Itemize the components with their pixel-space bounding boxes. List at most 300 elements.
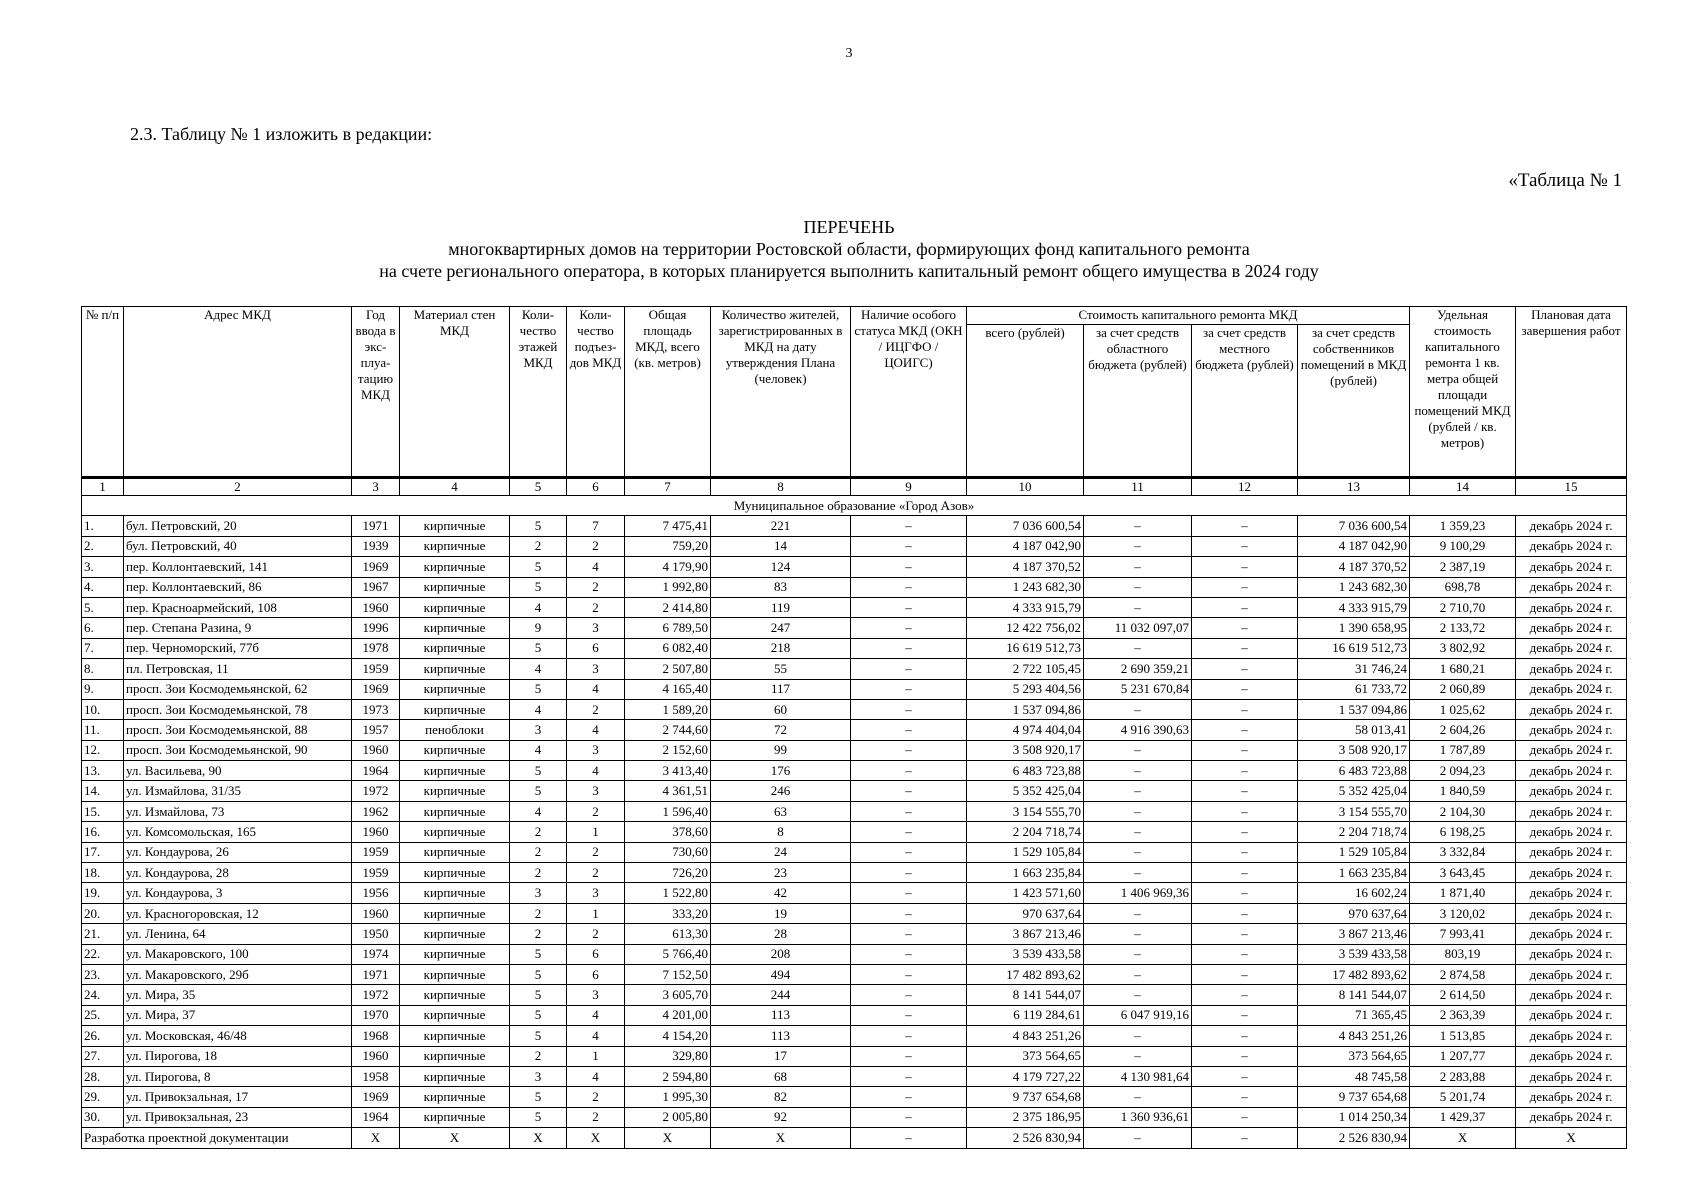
- row-date: декабрь 2024 г.: [1516, 659, 1627, 679]
- row-cost-local: –: [1192, 699, 1298, 719]
- row-area: 333,20: [625, 903, 711, 923]
- table-row: [82, 1087, 1627, 1107]
- row-status: –: [851, 699, 967, 719]
- row-material: кирпичные: [400, 740, 510, 760]
- table-row: [82, 801, 1627, 821]
- row-unit-cost: 1 680,21: [1410, 659, 1516, 679]
- row-residents: 99: [711, 740, 851, 760]
- row-number: 29.: [82, 1087, 124, 1107]
- row-floors: 5: [510, 985, 567, 1005]
- row-area: 4 361,51: [625, 781, 711, 801]
- header-year: Год ввода в экс-плуа-тацию МКД: [352, 307, 400, 478]
- row-cost-owners: 8 141 544,07: [1298, 985, 1410, 1005]
- row-cost-owners: 31 746,24: [1298, 659, 1410, 679]
- row-cost-regional: –: [1084, 740, 1192, 760]
- row-unit-cost: 3 120,02: [1410, 903, 1516, 923]
- row-status: –: [851, 964, 967, 984]
- row-cost-regional: 6 047 919,16: [1084, 1005, 1192, 1025]
- row-cost-owners: 6 483 723,88: [1298, 761, 1410, 781]
- row-cost-owners: 1 663 235,84: [1298, 863, 1410, 883]
- row-date: декабрь 2024 г.: [1516, 618, 1627, 638]
- row-status: –: [851, 924, 967, 944]
- row-cost-total: 3 154 555,70: [967, 801, 1084, 821]
- row-unit-cost: 1 359,23: [1410, 516, 1516, 536]
- row-cost-total: 3 867 213,46: [967, 924, 1084, 944]
- header-address: Адрес МКД: [124, 307, 352, 478]
- row-number: 20.: [82, 903, 124, 923]
- row-status: –: [851, 985, 967, 1005]
- table-row: [82, 883, 1627, 903]
- row-unit-cost: 2 387,19: [1410, 557, 1516, 577]
- row-unit-cost: 3 643,45: [1410, 863, 1516, 883]
- row-entrances: 2: [567, 924, 625, 944]
- row-status: –: [851, 597, 967, 617]
- row-address: просп. Зои Космодемьянской, 88: [124, 720, 352, 740]
- row-residents: 113: [711, 1026, 851, 1046]
- row-status: –: [851, 1005, 967, 1025]
- row-number: 24.: [82, 985, 124, 1005]
- row-entrances: 2: [567, 1087, 625, 1107]
- row-cost-regional: 5 231 670,84: [1084, 679, 1192, 699]
- row-year: 1960: [352, 1046, 400, 1066]
- row-cost-local: –: [1192, 618, 1298, 638]
- row-cost-local: –: [1192, 557, 1298, 577]
- row-year: 1970: [352, 1005, 400, 1025]
- row-area: 2 507,80: [625, 659, 711, 679]
- row-cost-total: 4 187 370,52: [967, 557, 1084, 577]
- row-residents: 221: [711, 516, 851, 536]
- row-number: 10.: [82, 699, 124, 719]
- row-status: –: [851, 618, 967, 638]
- row-status: –: [851, 557, 967, 577]
- row-floors: 5: [510, 557, 567, 577]
- row-year: 1959: [352, 863, 400, 883]
- row-date: декабрь 2024 г.: [1516, 944, 1627, 964]
- row-entrances: 4: [567, 1066, 625, 1086]
- column-number: 7: [625, 478, 711, 496]
- row-cost-total: 16 619 512,73: [967, 638, 1084, 658]
- row-entrances: 2: [567, 801, 625, 821]
- row-area: 1 589,20: [625, 699, 711, 719]
- row-year: 1964: [352, 1107, 400, 1127]
- row-cost-regional: 2 690 359,21: [1084, 659, 1192, 679]
- row-status: –: [851, 944, 967, 964]
- row-unit-cost: 2 060,89: [1410, 679, 1516, 699]
- row-material: кирпичные: [400, 1107, 510, 1127]
- row-year: 1962: [352, 801, 400, 821]
- row-unit-cost: 2 604,26: [1410, 720, 1516, 740]
- row-cost-local: –: [1192, 577, 1298, 597]
- column-number: 15: [1516, 478, 1627, 496]
- row-cost-regional: –: [1084, 1087, 1192, 1107]
- table-row: [82, 903, 1627, 923]
- row-number: 22.: [82, 944, 124, 964]
- table-row: [82, 1066, 1627, 1086]
- row-cost-total: 1 243 682,30: [967, 577, 1084, 597]
- row-cost-regional: –: [1084, 801, 1192, 821]
- row-area: 1 992,80: [625, 577, 711, 597]
- row-year: 1969: [352, 679, 400, 699]
- row-cost-owners: 970 637,64: [1298, 903, 1410, 923]
- row-area: 726,20: [625, 863, 711, 883]
- row-address: просп. Зои Космодемьянской, 62: [124, 679, 352, 699]
- row-year: 1971: [352, 964, 400, 984]
- row-floors: 5: [510, 761, 567, 781]
- table-row: [82, 557, 1627, 577]
- row-unit-cost: 698,78: [1410, 577, 1516, 597]
- row-cost-regional: –: [1084, 1046, 1192, 1066]
- row-entrances: 2: [567, 863, 625, 883]
- row-cost-regional: –: [1084, 638, 1192, 658]
- row-cost-regional: 1 406 969,36: [1084, 883, 1192, 903]
- row-cost-local: –: [1192, 740, 1298, 760]
- row-unit-cost: 2 094,23: [1410, 761, 1516, 781]
- row-unit-cost: 1 787,89: [1410, 740, 1516, 760]
- row-cost-total: 17 482 893,62: [967, 964, 1084, 984]
- row-entrances: 1: [567, 1046, 625, 1066]
- row-year: 1960: [352, 597, 400, 617]
- row-year: 1957: [352, 720, 400, 740]
- row-number: 27.: [82, 1046, 124, 1066]
- column-number: 8: [711, 478, 851, 496]
- row-material: кирпичные: [400, 863, 510, 883]
- row-status: –: [851, 1066, 967, 1086]
- row-material: кирпичные: [400, 557, 510, 577]
- row-year: 1971: [352, 516, 400, 536]
- row-address: ул. Мира, 35: [124, 985, 352, 1005]
- row-year: 1959: [352, 842, 400, 862]
- row-cost-total: 3 539 433,58: [967, 944, 1084, 964]
- row-status: –: [851, 883, 967, 903]
- row-status: –: [851, 516, 967, 536]
- row-unit-cost: 1 025,62: [1410, 699, 1516, 719]
- row-address: ул. Кондаурова, 26: [124, 842, 352, 862]
- table-row: [82, 1005, 1627, 1025]
- table-row: [82, 781, 1627, 801]
- row-number: 14.: [82, 781, 124, 801]
- row-material: кирпичные: [400, 761, 510, 781]
- row-floors: 4: [510, 740, 567, 760]
- row-cost-local: –: [1192, 1046, 1298, 1066]
- header-material: Материал стен МКД: [400, 307, 510, 478]
- row-date: декабрь 2024 г.: [1516, 1107, 1627, 1127]
- row-date: декабрь 2024 г.: [1516, 1087, 1627, 1107]
- row-floors: 5: [510, 1107, 567, 1127]
- row-year: 1996: [352, 618, 400, 638]
- row-entrances: 3: [567, 781, 625, 801]
- row-area: 7 152,50: [625, 964, 711, 984]
- row-date: декабрь 2024 г.: [1516, 883, 1627, 903]
- row-area: 1 596,40: [625, 801, 711, 821]
- row-date: декабрь 2024 г.: [1516, 822, 1627, 842]
- row-area: 6 082,40: [625, 638, 711, 658]
- design-docs-status: –: [851, 1128, 967, 1148]
- row-material: кирпичные: [400, 801, 510, 821]
- row-address: пер. Коллонтаевский, 86: [124, 577, 352, 597]
- row-floors: 5: [510, 1026, 567, 1046]
- row-area: 1 995,30: [625, 1087, 711, 1107]
- row-address: ул. Привокзальная, 17: [124, 1087, 352, 1107]
- row-cost-regional: 4 916 390,63: [1084, 720, 1192, 740]
- row-floors: 2: [510, 536, 567, 556]
- row-unit-cost: 3 332,84: [1410, 842, 1516, 862]
- row-cost-local: –: [1192, 1066, 1298, 1086]
- row-cost-regional: –: [1084, 699, 1192, 719]
- row-residents: 218: [711, 638, 851, 658]
- row-year: 1972: [352, 985, 400, 1005]
- row-entrances: 3: [567, 659, 625, 679]
- row-unit-cost: 1 840,59: [1410, 781, 1516, 801]
- row-address: просп. Зои Космодемьянской, 78: [124, 699, 352, 719]
- row-unit-cost: 2 874,58: [1410, 964, 1516, 984]
- title-line-2: многоквартирных домов на территории Ростовской области, формирующих фонд капитального ремонта: [448, 239, 1250, 259]
- design-docs-area: X: [625, 1128, 711, 1148]
- row-cost-total: 2 204 718,74: [967, 822, 1084, 842]
- row-address: ул. Пирогова, 8: [124, 1066, 352, 1086]
- row-cost-local: –: [1192, 944, 1298, 964]
- row-floors: 9: [510, 618, 567, 638]
- row-cost-total: 1 529 105,84: [967, 842, 1084, 862]
- row-material: кирпичные: [400, 699, 510, 719]
- row-material: кирпичные: [400, 1026, 510, 1046]
- row-cost-regional: –: [1084, 1026, 1192, 1046]
- row-cost-owners: 9 737 654,68: [1298, 1087, 1410, 1107]
- row-number: 11.: [82, 720, 124, 740]
- row-number: 8.: [82, 659, 124, 679]
- row-material: кирпичные: [400, 659, 510, 679]
- row-cost-owners: 4 187 370,52: [1298, 557, 1410, 577]
- row-year: 1967: [352, 577, 400, 597]
- row-area: 4 154,20: [625, 1026, 711, 1046]
- row-address: пер. Красноармейский, 108: [124, 597, 352, 617]
- row-cost-owners: 4 843 251,26: [1298, 1026, 1410, 1046]
- row-cost-regional: –: [1084, 822, 1192, 842]
- row-year: 1972: [352, 781, 400, 801]
- row-entrances: 1: [567, 903, 625, 923]
- row-cost-owners: 48 745,58: [1298, 1066, 1410, 1086]
- row-address: ул. Измайлова, 73: [124, 801, 352, 821]
- row-floors: 4: [510, 659, 567, 679]
- row-date: декабрь 2024 г.: [1516, 903, 1627, 923]
- header-unit-cost: Удельная стоимость капитального ремонта 1 кв. метра общей площади помещений МКД (рублей / кв. метров): [1410, 307, 1516, 478]
- row-address: ул. Ленина, 64: [124, 924, 352, 944]
- houses-table: [81, 306, 1627, 1149]
- row-address: ул. Васильева, 90: [124, 761, 352, 781]
- column-number: 1: [82, 478, 124, 496]
- row-date: декабрь 2024 г.: [1516, 597, 1627, 617]
- row-number: 26.: [82, 1026, 124, 1046]
- row-cost-total: 5 293 404,56: [967, 679, 1084, 699]
- row-residents: 244: [711, 985, 851, 1005]
- table-row: [82, 924, 1627, 944]
- row-material: кирпичные: [400, 842, 510, 862]
- row-residents: 23: [711, 863, 851, 883]
- column-number: 10: [967, 478, 1084, 496]
- row-cost-local: –: [1192, 761, 1298, 781]
- row-floors: 4: [510, 699, 567, 719]
- row-status: –: [851, 781, 967, 801]
- row-cost-regional: –: [1084, 863, 1192, 883]
- row-residents: 55: [711, 659, 851, 679]
- column-number: 13: [1298, 478, 1410, 496]
- row-entrances: 6: [567, 964, 625, 984]
- row-cost-local: –: [1192, 1005, 1298, 1025]
- row-cost-local: –: [1192, 801, 1298, 821]
- row-material: кирпичные: [400, 679, 510, 699]
- row-address: пер. Черноморский, 77б: [124, 638, 352, 658]
- row-unit-cost: 2 363,39: [1410, 1005, 1516, 1025]
- row-entrances: 6: [567, 944, 625, 964]
- design-docs-entrances: X: [567, 1128, 625, 1148]
- design-docs-material: X: [400, 1128, 510, 1148]
- row-date: декабрь 2024 г.: [1516, 699, 1627, 719]
- row-address: ул. Кондаурова, 28: [124, 863, 352, 883]
- row-status: –: [851, 801, 967, 821]
- row-cost-total: 373 564,65: [967, 1046, 1084, 1066]
- row-number: 16.: [82, 822, 124, 842]
- row-area: 4 179,90: [625, 557, 711, 577]
- row-status: –: [851, 740, 967, 760]
- row-address: просп. Зои Космодемьянской, 90: [124, 740, 352, 760]
- column-number: 11: [1084, 478, 1192, 496]
- row-date: декабрь 2024 г.: [1516, 577, 1627, 597]
- row-material: кирпичные: [400, 924, 510, 944]
- row-number: 4.: [82, 577, 124, 597]
- row-material: кирпичные: [400, 1066, 510, 1086]
- row-unit-cost: 803,19: [1410, 944, 1516, 964]
- row-cost-local: –: [1192, 903, 1298, 923]
- row-unit-cost: 9 100,29: [1410, 536, 1516, 556]
- row-residents: 83: [711, 577, 851, 597]
- row-cost-local: –: [1192, 516, 1298, 536]
- table-row: [82, 577, 1627, 597]
- table-row: [82, 1046, 1627, 1066]
- design-docs-floors: X: [510, 1128, 567, 1148]
- row-year: 1969: [352, 1087, 400, 1107]
- row-address: ул. Комсомольская, 165: [124, 822, 352, 842]
- row-date: декабрь 2024 г.: [1516, 801, 1627, 821]
- design-docs-owners: 2 526 830,94: [1298, 1128, 1410, 1148]
- row-cost-total: 4 179 727,22: [967, 1066, 1084, 1086]
- row-area: 613,30: [625, 924, 711, 944]
- row-date: декабрь 2024 г.: [1516, 924, 1627, 944]
- row-area: 329,80: [625, 1046, 711, 1066]
- table-row: [82, 597, 1627, 617]
- design-docs-row: [82, 1128, 1627, 1148]
- row-date: декабрь 2024 г.: [1516, 1046, 1627, 1066]
- row-date: декабрь 2024 г.: [1516, 638, 1627, 658]
- column-number: 6: [567, 478, 625, 496]
- row-entrances: 2: [567, 842, 625, 862]
- row-cost-owners: 5 352 425,04: [1298, 781, 1410, 801]
- row-address: ул. Кондаурова, 3: [124, 883, 352, 903]
- column-number: 9: [851, 478, 967, 496]
- row-status: –: [851, 1026, 967, 1046]
- row-number: 19.: [82, 883, 124, 903]
- row-material: кирпичные: [400, 638, 510, 658]
- row-material: кирпичные: [400, 597, 510, 617]
- column-number: 2: [124, 478, 352, 496]
- table-row: [82, 699, 1627, 719]
- row-material: пеноблоки: [400, 720, 510, 740]
- row-cost-total: 2 722 105,45: [967, 659, 1084, 679]
- row-cost-regional: 1 360 936,61: [1084, 1107, 1192, 1127]
- row-cost-owners: 1 014 250,34: [1298, 1107, 1410, 1127]
- row-year: 1969: [352, 557, 400, 577]
- row-year: 1960: [352, 903, 400, 923]
- row-cost-owners: 3 867 213,46: [1298, 924, 1410, 944]
- header-cost-owners: за счет средств собственников помещений в МКД (рублей): [1298, 325, 1410, 478]
- table-row: [82, 761, 1627, 781]
- row-entrances: 3: [567, 883, 625, 903]
- row-cost-owners: 1 390 658,95: [1298, 618, 1410, 638]
- row-status: –: [851, 761, 967, 781]
- row-cost-regional: –: [1084, 577, 1192, 597]
- row-date: декабрь 2024 г.: [1516, 1005, 1627, 1025]
- row-date: декабрь 2024 г.: [1516, 863, 1627, 883]
- row-material: кирпичные: [400, 1005, 510, 1025]
- row-area: 6 789,50: [625, 618, 711, 638]
- table-row: [82, 618, 1627, 638]
- row-floors: 2: [510, 842, 567, 862]
- row-floors: 5: [510, 964, 567, 984]
- row-address: ул. Макаровского, 29б: [124, 964, 352, 984]
- row-address: ул. Красногоровская, 12: [124, 903, 352, 923]
- table-row: [82, 985, 1627, 1005]
- table-row: [82, 679, 1627, 699]
- row-cost-total: 4 333 915,79: [967, 597, 1084, 617]
- design-docs-total: 2 526 830,94: [967, 1128, 1084, 1148]
- row-residents: 119: [711, 597, 851, 617]
- row-number: 15.: [82, 801, 124, 821]
- row-floors: 5: [510, 638, 567, 658]
- row-cost-total: 1 423 571,60: [967, 883, 1084, 903]
- row-year: 1964: [352, 761, 400, 781]
- row-unit-cost: 2 133,72: [1410, 618, 1516, 638]
- design-docs-residents: X: [711, 1128, 851, 1148]
- row-entrances: 3: [567, 985, 625, 1005]
- row-status: –: [851, 577, 967, 597]
- row-address: ул. Московская, 46/48: [124, 1026, 352, 1046]
- row-cost-local: –: [1192, 985, 1298, 1005]
- column-numbers-row: [82, 478, 1627, 496]
- header-date: Плановая дата завершения работ: [1516, 307, 1627, 478]
- table-row: [82, 944, 1627, 964]
- row-cost-owners: 4 333 915,79: [1298, 597, 1410, 617]
- row-material: кирпичные: [400, 822, 510, 842]
- row-cost-owners: 1 529 105,84: [1298, 842, 1410, 862]
- row-cost-local: –: [1192, 964, 1298, 984]
- table-row: [82, 536, 1627, 556]
- row-address: ул. Измайлова, 31/35: [124, 781, 352, 801]
- row-unit-cost: 3 802,92: [1410, 638, 1516, 658]
- row-number: 3.: [82, 557, 124, 577]
- row-floors: 2: [510, 1046, 567, 1066]
- row-cost-regional: –: [1084, 924, 1192, 944]
- design-docs-unit: X: [1410, 1128, 1516, 1148]
- row-residents: 28: [711, 924, 851, 944]
- row-material: кирпичные: [400, 781, 510, 801]
- row-cost-total: 4 974 404,04: [967, 720, 1084, 740]
- row-cost-total: 8 141 544,07: [967, 985, 1084, 1005]
- row-floors: 3: [510, 720, 567, 740]
- row-residents: 176: [711, 761, 851, 781]
- row-residents: 68: [711, 1066, 851, 1086]
- row-date: декабрь 2024 г.: [1516, 740, 1627, 760]
- row-cost-local: –: [1192, 863, 1298, 883]
- row-material: кирпичные: [400, 944, 510, 964]
- row-unit-cost: 2 104,30: [1410, 801, 1516, 821]
